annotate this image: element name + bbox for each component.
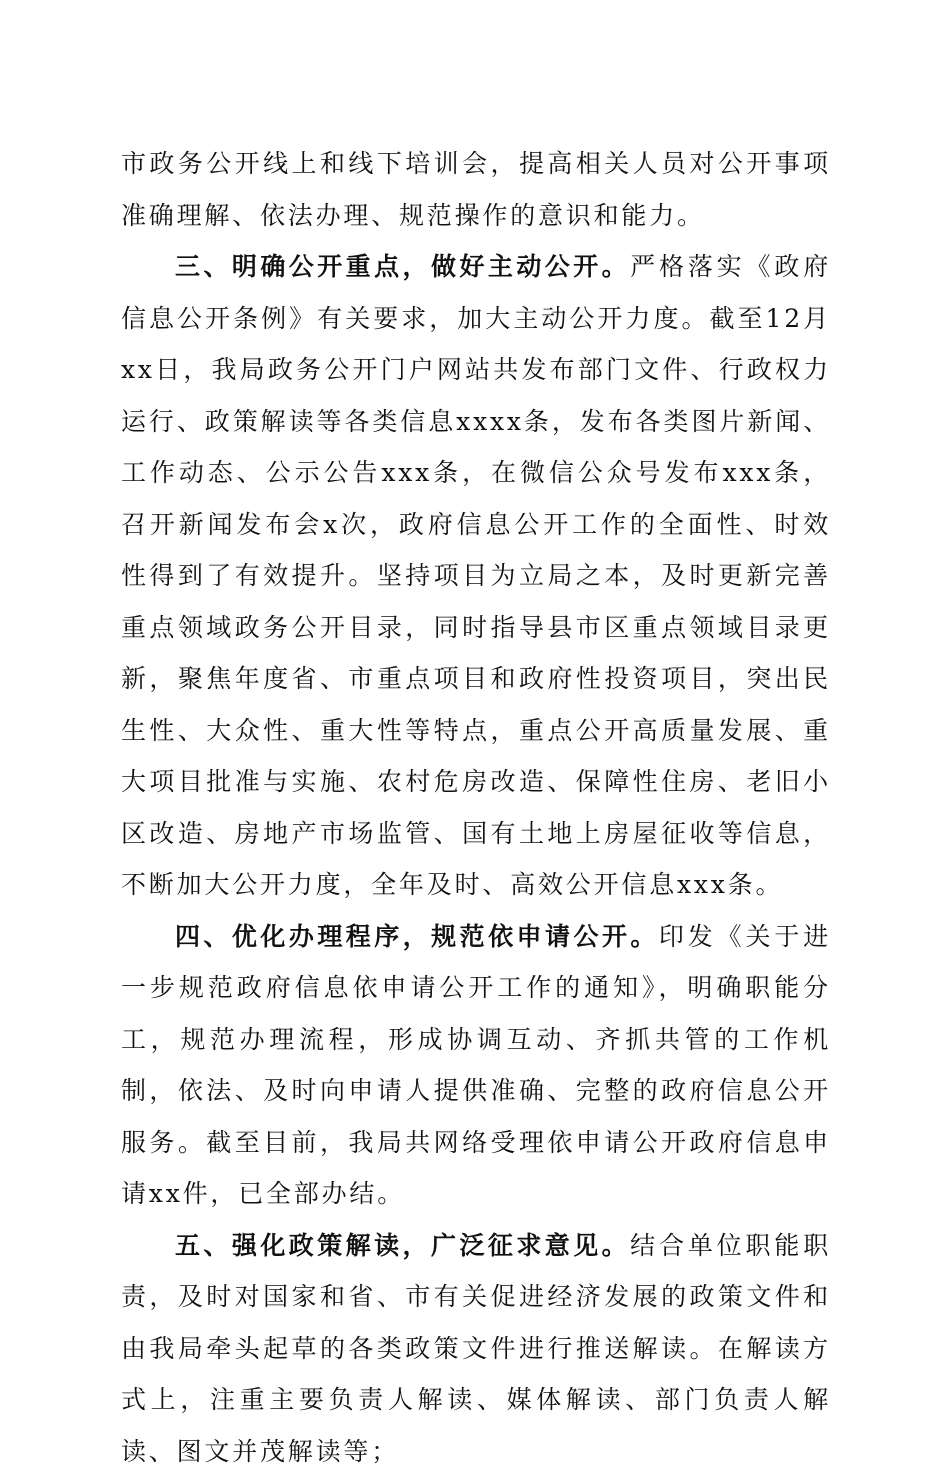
paragraph-body: 市政务公开线上和线下培训会，提高相关人员对公开事项准确理解、依法办理、规范操作的意识和能力。: [121, 149, 831, 230]
document-body: [121, 138, 831, 1477]
paragraph-training: [121, 138, 831, 241]
section-heading: 三、明确公开重点，做好主动公开。: [175, 252, 630, 281]
section-heading: 五、强化政策解读，广泛征求意见。: [175, 1231, 630, 1260]
paragraph-body: 严格落实《政府信息公开条例》有关要求，加大主动公开力度。截至12月xx日，我局政务公开门户网站共发布部门文件、行政权力运行、政策解读等各类信息xxxx条，发布各类图片新闻、工作动态、公示公告xxx条，在微信公众号发布xxx条，召开新闻发布会x次，政府信息公开工作的全面性、时效性得到了有效提升。坚持项目为立局之本，及时更新完善重点领域政务公开目录，同时指导县市区重点领域目录更新，聚焦年度省、市重点项目和政府性投资项目，突出民生性、大众性、重大性等特点，重点公开高质量发展、重大项目批准与实施、农村危房改造、保障性住房、老旧小区改造、房地产市场监管、国有土地上房屋征收等信息，不断加大公开力度，全年及时、高效公开信息xxx条。: [121, 252, 831, 899]
paragraph-proactive-disclosure: [121, 241, 831, 911]
paragraph-policy-interpretation: [121, 1220, 831, 1477]
paragraph-body: 印发《关于进一步规范政府信息依申请公开工作的通知》，明确职能分工，规范办理流程，形成协调互动、齐抓共管的工作机制，依法、及时向申请人提供准确、完整的政府信息公开服务。截至目前，我局共网络受理依申请公开政府信息申请xx件，已全部办结。: [121, 922, 831, 1209]
section-heading: 四、优化办理程序，规范依申请公开。: [175, 922, 659, 951]
paragraph-body: 结合单位职能职责，及时对国家和省、市有关促进经济发展的政策文件和由我局牵头起草的各类政策文件进行推送解读。在解读方式上，注重主要负责人解读、媒体解读、部门负责人解读、图文并茂解读等；: [121, 1231, 831, 1466]
paragraph-application-disclosure: [121, 911, 831, 1220]
